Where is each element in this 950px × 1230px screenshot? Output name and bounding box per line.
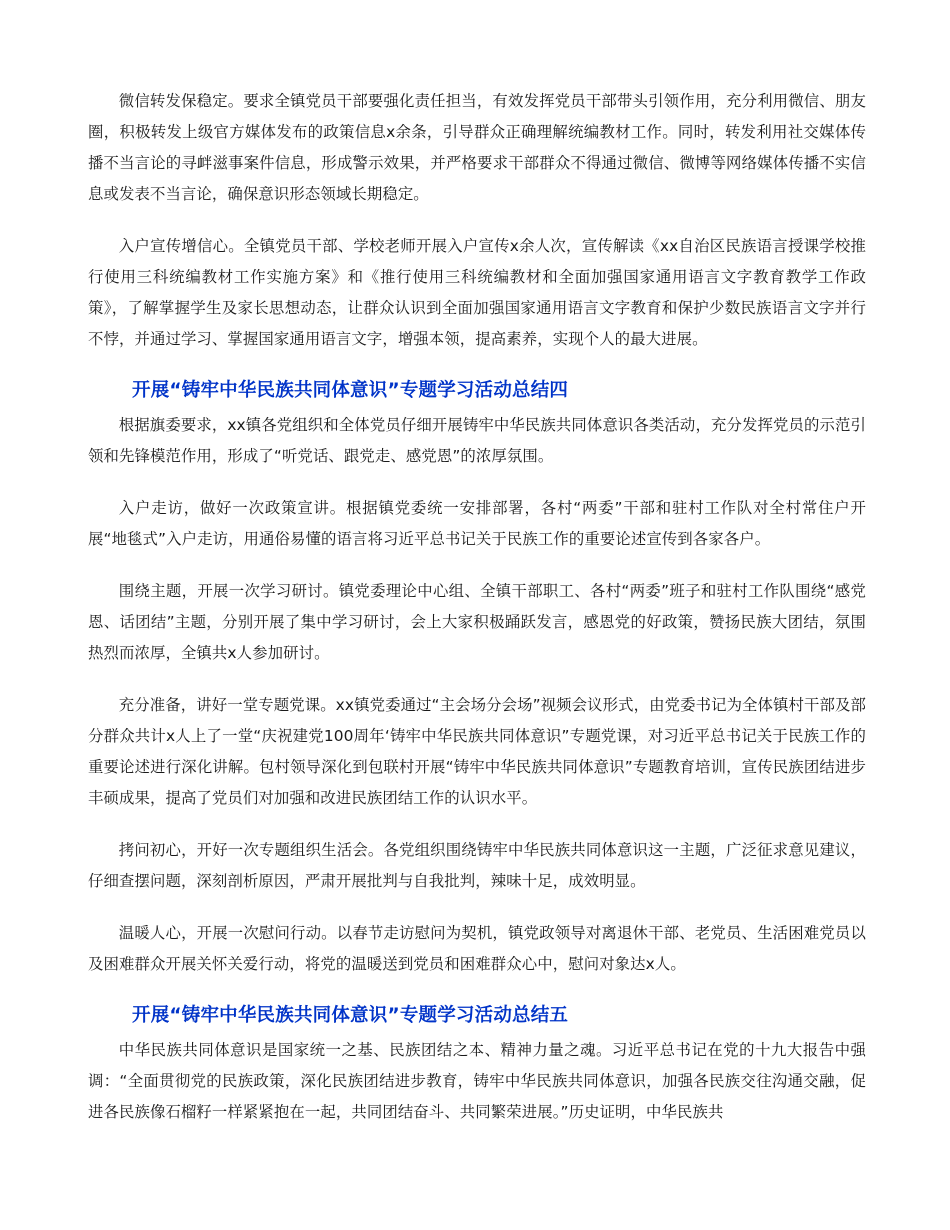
paragraph-party-lecture: 充分准备，讲好一堂专题党课。xx镇党委通过“主会场分会场”视频会议形式，由党委书记为全体镇村干部及部分群众共计x人上了一堂“庆祝建党100周年‘铸牢中华民族共同体意识”专题党课，对习近平总书记关于民族工作的重要论述进行深化讲解。包村领导深化到包联村开展“铸牢中华民族共同体意识”专题教育培训，宣传民族团结进步丰硕成果，提高了党员们对加强和改进民族团结工作的认识水平。 <box>88 696 866 807</box>
paragraph-organizational-meeting: 拷问初心，开好一次专题组织生活会。各党组织围绕铸牢中华民族共同体意识这一主题，广泛征求意见建议，仔细查摆问题，深刻剖析原因，严肃开展批判与自我批判，辣味十足，成效明显。 <box>88 841 866 890</box>
paragraph-condolence-action: 温暖人心，开展一次慰问行动。以春节走访慰问为契机，镇党政领导对离退休干部、老党员、生活困难党员以及困难群众开展关怀关爱行动，将党的温暖送到党员和困难群众心中，慰问对象达x人。 <box>88 924 866 973</box>
paragraph-intro-five: 中华民族共同体意识是国家统一之基、民族团结之本、精神力量之魂。习近平总书记在党的十九大报告中强调：“全面贯彻党的民族政策，深化民族团结进步教育，铸牢中华民族共同体意识，加强各民族交往沟通交融，促进各民族像石榴籽一样紧紧抱在一起，共同团结奋斗、共同繁荣进展。”历史证明，中华民族共 <box>88 1041 866 1121</box>
section-heading-four-wrap <box>88 376 866 406</box>
document-page <box>88 86 866 1149</box>
section-heading-four: 开展“铸牢中华民族共同体意识”专题学习活动总结四 <box>132 380 569 401</box>
paragraph-household-publicity: 入户宣传增信心。全镇党员干部、学校老师开展入户宣传x余人次，宣传解读《xx自治区民族语言授课学校推行使用三科统编教材工作实施方案》和《推行使用三科统编教材和全面加强国家通用语言文字教育教学工作政策》，了解掌握学生及家长思想动态，让群众认识到全面加强国家通用语言文字教育和保护少数民族语言文字并行不悖，并通过学习、掌握国家通用语言文字，增强本领，提高素养，实现个人的最大进展。 <box>88 237 866 348</box>
paragraph-intro-four: 根据旗委要求，xx镇各党组织和全体党员仔细开展铸牢中华民族共同体意识各类活动，充分发挥党员的示范引领和先锋模范作用，形成了“听党话、跟党走、感党恩”的浓厚氛围。 <box>88 416 866 465</box>
paragraph-household-visits: 入户走访，做好一次政策宣讲。根据镇党委统一安排部署，各村“两委”干部和驻村工作队对全村常住户开展“地毯式”入户走访，用通俗易懂的语言将习近平总书记关于民族工作的重要论述宣传到各家各户。 <box>88 499 866 548</box>
paragraph-study-seminar: 围绕主题，开展一次学习研讨。镇党委理论中心组、全镇干部职工、各村“两委”班子和驻村工作队围绕“感党恩、话团结”主题，分别开展了集中学习研讨，会上大家积极踊跃发言，感恩党的好政策，赞扬民族大团结，氛围热烈而浓厚，全镇共x人参加研讨。 <box>88 582 866 662</box>
section-heading-five-wrap <box>88 1001 866 1031</box>
section-heading-five: 开展“铸牢中华民族共同体意识”专题学习活动总结五 <box>132 1005 569 1026</box>
paragraph-wechat-forwarding: 微信转发保稳定。要求全镇党员干部要强化责任担当，有效发挥党员干部带头引领作用，充分利用微信、朋友圈，积极转发上级官方媒体发布的政策信息x余条，引导群众正确理解统编教材工作。同时，转发利用社交媒体传播不当言论的寻衅滋事案件信息，形成警示效果，并严格要求干部群众不得通过微信、微博等网络媒体传播不实信息或发表不当言论，确保意识形态领域长期稳定。 <box>88 92 866 203</box>
